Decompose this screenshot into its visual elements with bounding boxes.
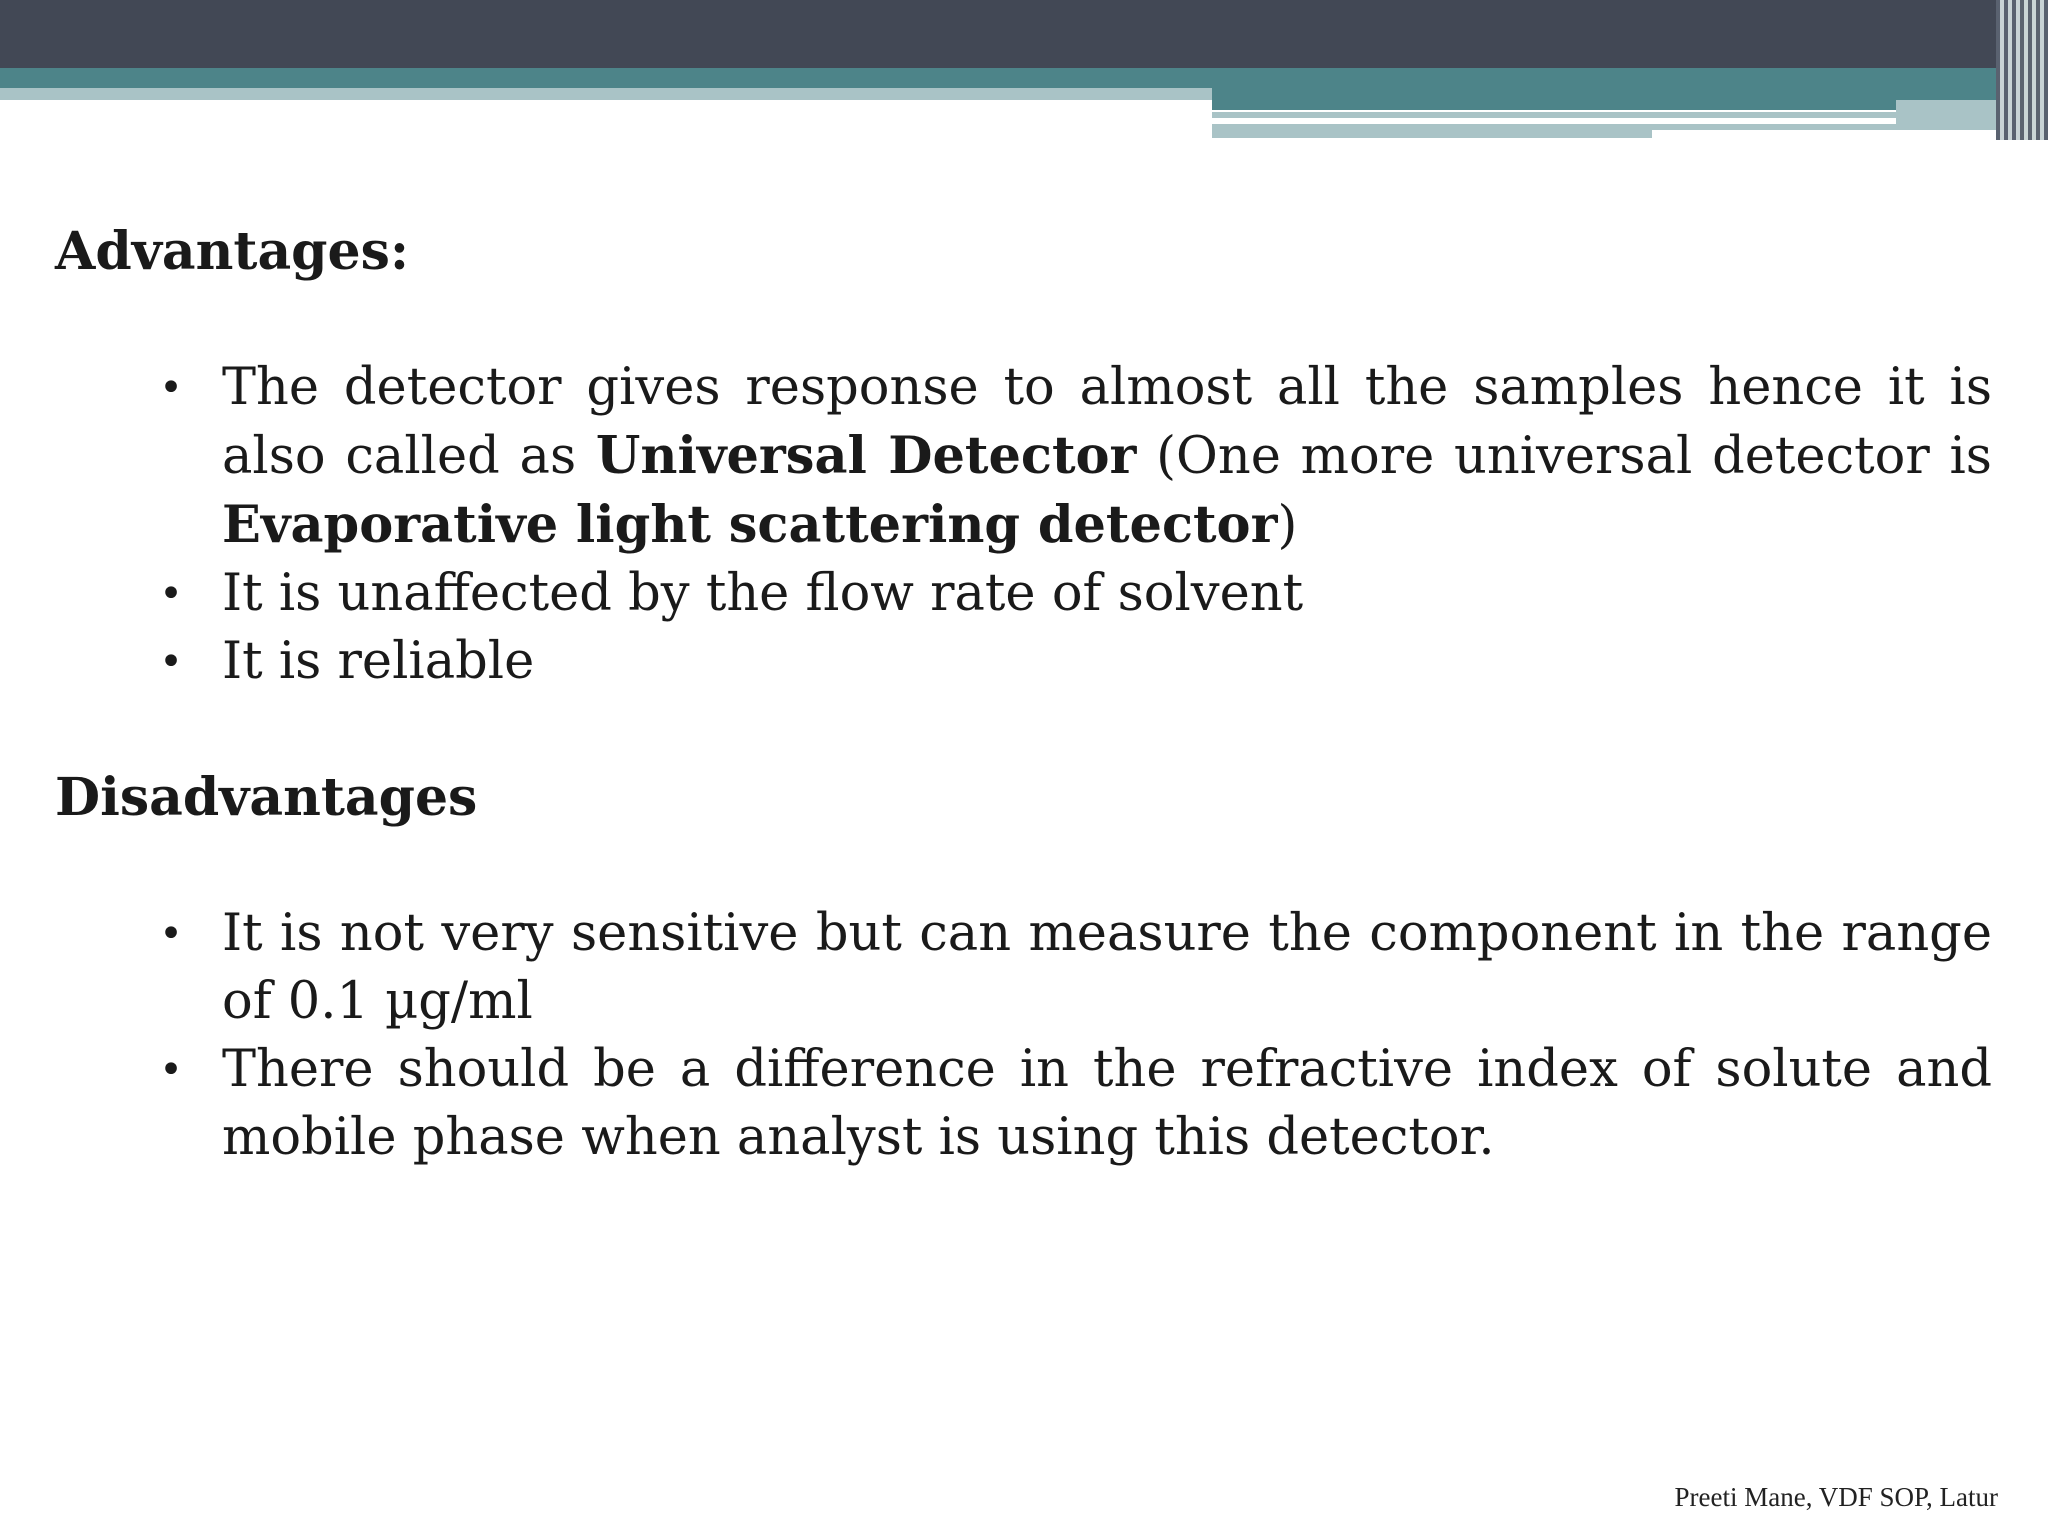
advantage-text: The detector gives response to almost all the samples hence it is also called as — [222, 358, 1992, 486]
disadvantages-heading: Disadvantages — [55, 767, 478, 828]
footer-credit: Preeti Mane, VDF SOP, Latur — [1674, 1482, 1998, 1512]
advantage-text: ) — [1277, 496, 1298, 555]
advantage-text: It is reliable — [222, 632, 535, 691]
header-line — [1896, 100, 1996, 130]
advantages-list — [159, 354, 1992, 696]
list-item — [159, 628, 1992, 696]
list-item — [159, 900, 1992, 1036]
header-bar-teal — [0, 68, 2048, 90]
header-stripes — [1996, 0, 2048, 140]
bullet-icon: • — [159, 1047, 183, 1093]
list-item — [159, 560, 1992, 628]
header-line — [1652, 124, 1896, 130]
bullet-icon: • — [159, 365, 183, 411]
header-bar-light — [0, 88, 1212, 100]
bullet-icon: • — [159, 639, 183, 685]
list-item — [159, 1036, 1992, 1172]
advantage-bold-term: Universal Detector — [595, 426, 1137, 486]
advantages-heading: Advantages: — [55, 221, 410, 282]
advantage-bold-term: Evaporative light scattering detector — [222, 495, 1278, 555]
advantage-text: (One more universal detector is — [1136, 427, 1992, 486]
list-item — [159, 354, 1992, 560]
header-line — [1212, 112, 1896, 118]
bullet-icon: • — [159, 571, 183, 617]
disadvantage-text: It is not very sensitive but can measure the component in the range of 0.1 µg/ml — [222, 904, 1992, 1031]
bullet-icon: • — [159, 911, 183, 957]
disadvantages-list — [159, 900, 1992, 1172]
header-line — [1212, 124, 1652, 138]
header-bar-dark — [0, 0, 2048, 68]
advantage-text: It is unaffected by the flow rate of solvent — [222, 564, 1304, 623]
disadvantage-text: There should be a difference in the refractive index of solute and mobile phase when analyst is using this detector. — [222, 1040, 1992, 1167]
